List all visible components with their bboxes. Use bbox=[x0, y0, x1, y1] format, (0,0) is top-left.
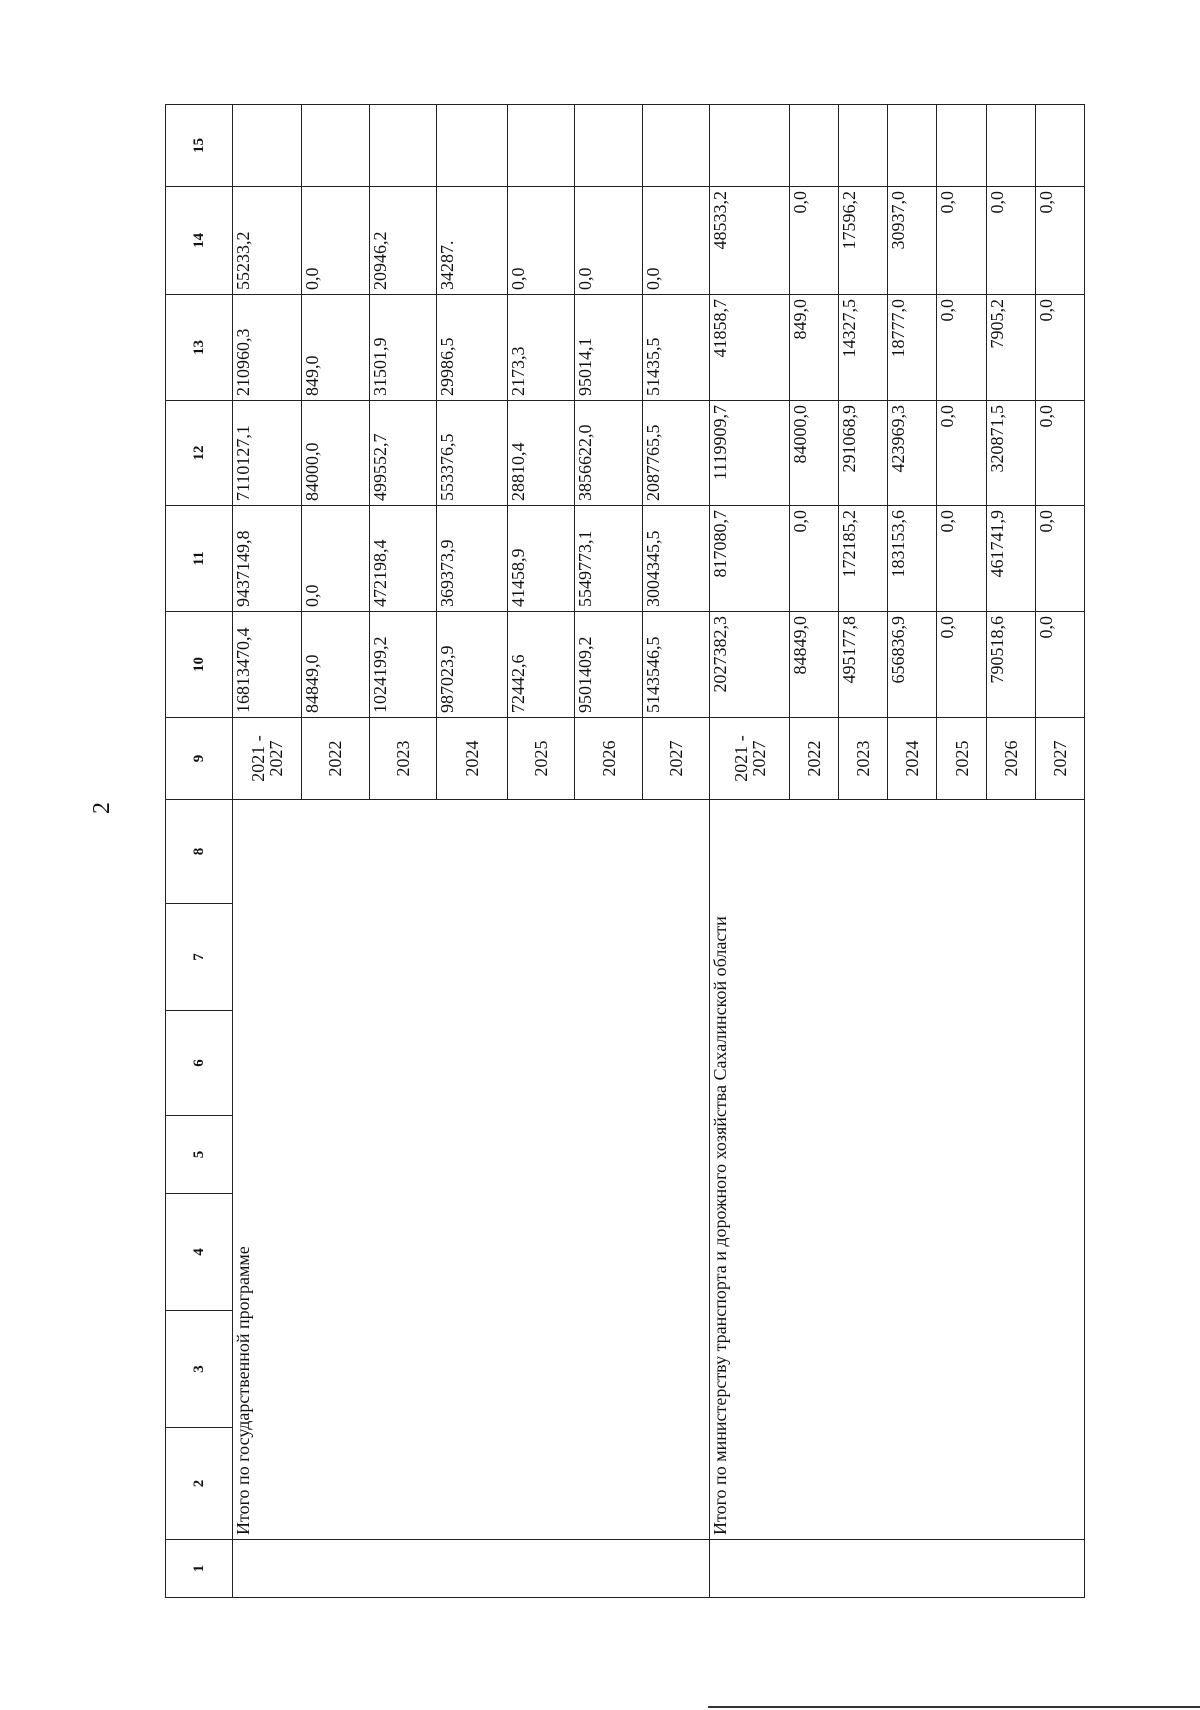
value-cell-c15 bbox=[937, 105, 986, 187]
value-cell-c13: 41858,7 bbox=[710, 295, 790, 401]
value-cell-c14: 55233,2 bbox=[233, 187, 302, 295]
table-row bbox=[233, 105, 302, 1598]
value-cell-c12: 7110127,1 bbox=[233, 401, 302, 506]
value-cell-c12: 84000,0 bbox=[302, 401, 370, 506]
year-cell: 2023 bbox=[369, 718, 437, 800]
value-cell-c13: 14327,5 bbox=[839, 295, 888, 401]
table-row bbox=[710, 105, 790, 1598]
value-cell-c12: 553376,5 bbox=[437, 401, 508, 506]
value-cell-c14: 0,0 bbox=[575, 187, 643, 295]
year-cell: 2022 bbox=[302, 718, 370, 800]
value-cell-c11: 5549773,1 bbox=[575, 506, 643, 612]
value-cell-c12: 423969,3 bbox=[888, 401, 937, 506]
year-cell: 2021 - 2027 bbox=[710, 718, 790, 800]
year-cell: 2026 bbox=[986, 718, 1035, 800]
value-cell-c15 bbox=[369, 105, 437, 187]
value-cell-c15 bbox=[507, 105, 575, 187]
year-cell: 2025 bbox=[507, 718, 575, 800]
value-cell-c13: 0,0 bbox=[937, 295, 986, 401]
value-cell-c12: 291068,9 bbox=[839, 401, 888, 506]
value-cell-c14: 0,0 bbox=[986, 187, 1035, 295]
value-cell-c12: 28810,4 bbox=[507, 401, 575, 506]
column-header-2: 2 bbox=[166, 1428, 233, 1540]
value-cell-c13: 18777,0 bbox=[888, 295, 937, 401]
value-cell-c15 bbox=[710, 105, 790, 187]
value-cell-c11: 3004345,5 bbox=[642, 506, 710, 612]
value-cell-c10: 9501409,2 bbox=[575, 612, 643, 718]
value-cell-c13: 51435,5 bbox=[642, 295, 710, 401]
value-cell-c13: 2173,3 bbox=[507, 295, 575, 401]
value-cell-c12: 0,0 bbox=[937, 401, 986, 506]
value-cell-c12: 2087765,5 bbox=[642, 401, 710, 506]
value-cell-c15 bbox=[575, 105, 643, 187]
value-cell-c11: 817080,7 bbox=[710, 506, 790, 612]
value-cell-c10: 0,0 bbox=[1035, 612, 1084, 718]
value-cell-c12: 0,0 bbox=[1035, 401, 1084, 506]
column-header-12: 12 bbox=[166, 401, 233, 506]
value-cell-c14: 0,0 bbox=[507, 187, 575, 295]
value-cell-c11: 183153,6 bbox=[888, 506, 937, 612]
year-cell: 2025 bbox=[937, 718, 986, 800]
value-cell-c10: 84849,0 bbox=[790, 612, 839, 718]
value-cell-c10: 5143546,5 bbox=[642, 612, 710, 718]
value-cell-c15 bbox=[839, 105, 888, 187]
value-cell-c10: 2027382,3 bbox=[710, 612, 790, 718]
column-header-3: 3 bbox=[166, 1311, 233, 1428]
column-header-9: 9 bbox=[166, 718, 233, 800]
value-cell-c14: 20946,2 bbox=[369, 187, 437, 295]
value-cell-c12: 84000,0 bbox=[790, 401, 839, 506]
value-cell-c13: 31501,9 bbox=[369, 295, 437, 401]
budget-table bbox=[165, 104, 1085, 1598]
value-cell-c10: 1024199,2 bbox=[369, 612, 437, 718]
year-cell: 2027 bbox=[1035, 718, 1084, 800]
footer-divider bbox=[708, 1706, 1200, 1708]
value-cell-c14: 0,0 bbox=[790, 187, 839, 295]
value-cell-c13: 849,0 bbox=[790, 295, 839, 401]
value-cell-c10: 0,0 bbox=[937, 612, 986, 718]
value-cell-c10: 790518,6 bbox=[986, 612, 1035, 718]
value-cell-c13: 849,0 bbox=[302, 295, 370, 401]
column-header-10: 10 bbox=[166, 612, 233, 718]
column-header-5: 5 bbox=[166, 1116, 233, 1194]
value-cell-c15 bbox=[888, 105, 937, 187]
value-cell-c11: 461741,9 bbox=[986, 506, 1035, 612]
row-number-cell bbox=[710, 1540, 1085, 1598]
value-cell-c11: 9437149,8 bbox=[233, 506, 302, 612]
header-row bbox=[166, 105, 233, 1598]
column-header-13: 13 bbox=[166, 295, 233, 401]
year-cell: 2027 bbox=[642, 718, 710, 800]
value-cell-c10: 16813470,4 bbox=[233, 612, 302, 718]
value-cell-c15 bbox=[642, 105, 710, 187]
column-header-7: 7 bbox=[166, 904, 233, 1011]
column-header-1: 1 bbox=[166, 1540, 233, 1598]
value-cell-c14: 0,0 bbox=[302, 187, 370, 295]
value-cell-c12: 499552,7 bbox=[369, 401, 437, 506]
value-cell-c14: 0,0 bbox=[1035, 187, 1084, 295]
value-cell-c13: 210960,3 bbox=[233, 295, 302, 401]
value-cell-c13: 7905,2 bbox=[986, 295, 1035, 401]
value-cell-c10: 987023,9 bbox=[437, 612, 508, 718]
value-cell-c15 bbox=[233, 105, 302, 187]
row-number-cell bbox=[233, 1540, 710, 1598]
value-cell-c15 bbox=[302, 105, 370, 187]
value-cell-c11: 0,0 bbox=[1035, 506, 1084, 612]
value-cell-c13: 95014,1 bbox=[575, 295, 643, 401]
value-cell-c12: 3856622,0 bbox=[575, 401, 643, 506]
table-body bbox=[233, 105, 1085, 1598]
column-header-8: 8 bbox=[166, 800, 233, 904]
year-cell: 2024 bbox=[888, 718, 937, 800]
value-cell-c11: 0,0 bbox=[937, 506, 986, 612]
year-cell: 2023 bbox=[839, 718, 888, 800]
value-cell-c14: 30937,0 bbox=[888, 187, 937, 295]
value-cell-c10: 72442,6 bbox=[507, 612, 575, 718]
value-cell-c11: 0,0 bbox=[302, 506, 370, 612]
year-cell: 2024 bbox=[437, 718, 508, 800]
group-label: Итого по государственной программе bbox=[233, 800, 710, 1540]
column-header-11: 11 bbox=[166, 506, 233, 612]
value-cell-c14: 34287. bbox=[437, 187, 508, 295]
value-cell-c15 bbox=[1035, 105, 1084, 187]
year-cell: 2026 bbox=[575, 718, 643, 800]
column-header-6: 6 bbox=[166, 1011, 233, 1116]
value-cell-c10: 84849,0 bbox=[302, 612, 370, 718]
value-cell-c14: 48533,2 bbox=[710, 187, 790, 295]
rotated-table-container bbox=[165, 105, 1085, 1598]
value-cell-c13: 0,0 bbox=[1035, 295, 1084, 401]
value-cell-c14: 0,0 bbox=[642, 187, 710, 295]
value-cell-c12: 1119909,7 bbox=[710, 401, 790, 506]
value-cell-c14: 0,0 bbox=[937, 187, 986, 295]
value-cell-c15 bbox=[790, 105, 839, 187]
group-label: Итого по министерству транспорта и дорожного хозяйства Сахалинской области bbox=[710, 800, 1085, 1540]
value-cell-c15 bbox=[437, 105, 508, 187]
year-cell: 2021 - 2027 bbox=[233, 718, 302, 800]
column-header-4: 4 bbox=[166, 1194, 233, 1311]
value-cell-c11: 369373,9 bbox=[437, 506, 508, 612]
value-cell-c13: 29986,5 bbox=[437, 295, 508, 401]
value-cell-c10: 656836,9 bbox=[888, 612, 937, 718]
page-number: 2 bbox=[89, 802, 115, 814]
value-cell-c15 bbox=[986, 105, 1035, 187]
column-header-15: 15 bbox=[166, 105, 233, 187]
value-cell-c10: 495177,8 bbox=[839, 612, 888, 718]
value-cell-c11: 472198,4 bbox=[369, 506, 437, 612]
value-cell-c11: 0,0 bbox=[790, 506, 839, 612]
year-cell: 2022 bbox=[790, 718, 839, 800]
value-cell-c12: 320871,5 bbox=[986, 401, 1035, 506]
value-cell-c14: 17596,2 bbox=[839, 187, 888, 295]
value-cell-c11: 41458,9 bbox=[507, 506, 575, 612]
column-header-14: 14 bbox=[166, 187, 233, 295]
value-cell-c11: 172185,2 bbox=[839, 506, 888, 612]
